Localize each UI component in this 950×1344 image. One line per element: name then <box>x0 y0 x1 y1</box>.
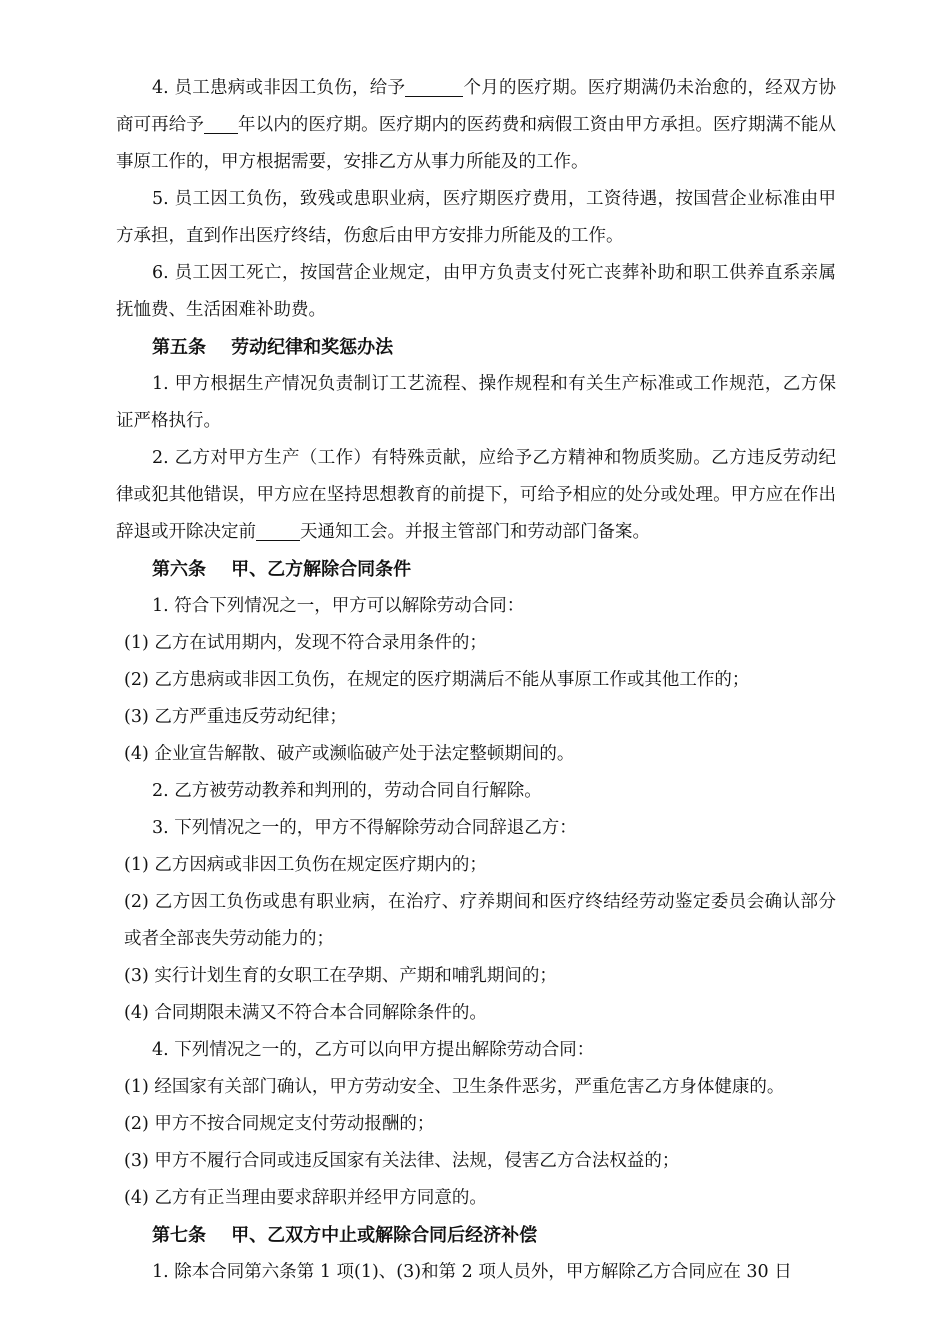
article5-heading: 第五条 劳动纪律和奖惩办法 <box>152 337 394 358</box>
article5-para2 <box>116 440 836 551</box>
article4-para6: 6. 员工因工死亡，按国营企业规定，由甲方负责支付死亡丧葬补助和职工供养直系亲属抚恤费、生活困难补助费。 <box>116 263 836 320</box>
article4-para5: 5. 员工因工负伤，致残或患职业病，医疗期医疗费用，工资待遇，按国营企业标准由甲方承担，直到作出医疗终结，伤愈后由甲方安排力所能及的工作。 <box>116 189 836 246</box>
article6-para1: 1. 符合下列情况之一，甲方可以解除劳动合同： <box>152 596 525 616</box>
article6-para4-item: (2) 甲方不按合同规定支付劳动报酬的； <box>124 1114 435 1134</box>
article5-para2-text-b: 天通知工会。并报主管部门和劳动部门备案。 <box>300 522 650 542</box>
blank-years[interactable] <box>204 113 238 134</box>
para4-text-a: 4. 员工患病或非因工负伤，给予 <box>152 78 406 98</box>
contract-body <box>116 70 836 1291</box>
article4-para4 <box>116 70 836 181</box>
article6-heading: 第六条 甲、乙方解除合同条件 <box>152 559 412 580</box>
article6-para4-item: (4) 乙方有正当理由要求辞职并经甲方同意的。 <box>124 1188 487 1208</box>
blank-days[interactable] <box>256 520 300 541</box>
article6-para3-item: (3) 实行计划生育的女职工在孕期、产期和哺乳期间的； <box>124 966 557 986</box>
article7-heading: 第七条 甲、乙双方中止或解除合同后经济补偿 <box>152 1225 538 1246</box>
article6-para4-item: (1) 经国家有关部门确认，甲方劳动安全、卫生条件恶劣，严重危害乙方身体健康的。 <box>124 1077 785 1097</box>
para4-text-c: 年以内的医疗期。医疗期内的医药费和病假工资由甲方承担。医疗期满不能从事原工作的，甲方根据需要，安排乙方从事力所能及的工作。 <box>116 115 837 172</box>
article6-para4-item: (3) 甲方不履行合同或违反国家有关法律、法规，侵害乙方合法权益的； <box>124 1151 680 1171</box>
article6-para1-item: (3) 乙方严重违反劳动纪律； <box>124 707 347 727</box>
article6-para2: 2. 乙方被劳动教养和判刑的，劳动合同自行解除。 <box>152 781 542 801</box>
para4-text-b: 个月的医疗期。医疗期满仍未治愈的，经双方协商可再给予 <box>116 78 837 135</box>
article5-para2-text-a: 2. 乙方对甲方生产（工作）有特殊贡献，应给予乙方精神和物质奖励。乙方违反劳动纪律或犯其他错误，甲方应在坚持思想教育的前提下，可给予相应的处分或处理。甲方应在作出辞退或开除决定前 <box>116 448 836 542</box>
article6-para3-item: (4) 合同期限未满又不符合本合同解除条件的。 <box>124 1003 487 1023</box>
article6-para1-item: (4) 企业宣告解散、破产或濒临破产处于法定整顿期间的。 <box>124 744 575 764</box>
blank-months[interactable] <box>405 76 463 97</box>
article6-para1-item: (2) 乙方患病或非因工负伤，在规定的医疗期满后不能从事原工作或其他工作的； <box>124 670 750 690</box>
article6-para3: 3. 下列情况之一的，甲方不得解除劳动合同辞退乙方： <box>152 818 577 838</box>
article6-para3-item: (1) 乙方因病或非因工负伤在规定医疗期内的； <box>124 855 487 875</box>
article6-para1-item: (1) 乙方在试用期内，发现不符合录用条件的； <box>124 633 487 653</box>
article7-para1: 1. 除本合同第六条第 1 项(1)、(3)和第 2 项人员外，甲方解除乙方合同应在 30 日 <box>152 1262 792 1282</box>
article6-para4: 4. 下列情况之一的，乙方可以向甲方提出解除劳动合同： <box>152 1040 595 1060</box>
article5-para1: 1. 甲方根据生产情况负责制订工艺流程、操作规程和有关生产标准或工作规范，乙方保证严格执行。 <box>116 374 836 431</box>
article6-para3-item: (2) 乙方因工负伤或患有职业病，在治疗、疗养期间和医疗终结经劳动鉴定委员会确认部分或者全部丧失劳动能力的； <box>124 892 836 949</box>
